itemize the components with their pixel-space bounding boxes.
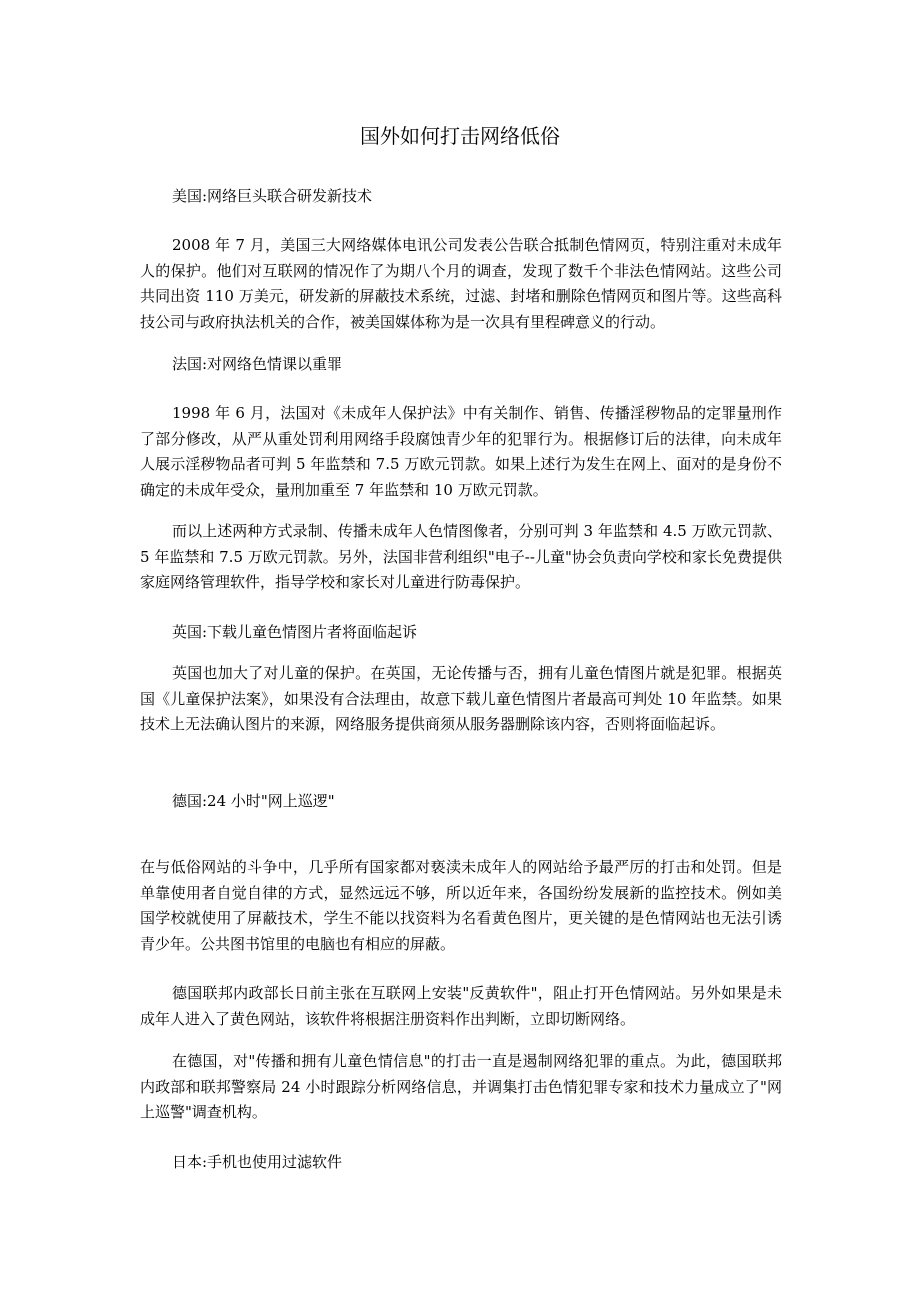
paragraph-germany-1: 在与低俗网站的斗争中，几乎所有国家都对亵渎未成年人的网站给予最严厉的打击和处罚。但是单靠使用者自觉自律的方式，显然远远不够，所以近年来，各国纷纷发展新的监控技术。例如美国学校就使用了屏蔽技术，学生不能以找资料为名看黄色图片，更关键的是色情网站也无法引诱青少年。公共图书馆里的电脑也有相应的屏蔽。 [140,858,782,953]
paragraph-usa: 2008 年 7 月，美国三大网络媒体电讯公司发表公告联合抵制色情网页，特别注重对未成年人的保护。他们对互联网的情况作了为期八个月的调查，发现了数千个非法色情网站。这些公司共同出资 110 万美元，研发新的屏蔽技术系统，过滤、封堵和删除色情网页和图片等。这些高科技公司与政府执法机关的合作，被美国媒体称为是一次具有里程碑意义的行动。 [140,236,782,331]
section-heading-germany: 德国:24 小时"网上巡逻" [172,792,335,810]
paragraph-germany-2: 德国联邦内政部长日前主张在互联网上安装"反黄软件"，阻止打开色情网站。另外如果是未成年人进入了黄色网站，该软件将根据注册资料作出判断，立即切断网络。 [140,984,782,1028]
section-heading-uk: 英国:下载儿童色情图片者将面临起诉 [172,623,418,641]
section-heading-france: 法国:对网络色情课以重罪 [172,355,343,373]
section-heading-usa: 美国:网络巨头联合研发新技术 [172,187,373,205]
section-heading-japan: 日本:手机也使用过滤软件 [172,1153,343,1171]
paragraph-france-1: 1998 年 6 月，法国对《未成年人保护法》中有关制作、销售、传播淫秽物品的定罪量刑作了部分修改，从严从重处罚利用网络手段腐蚀青少年的犯罪行为。根据修订后的法律，向未成年人展示淫秽物品者可判 5 年监禁和 7.5 万欧元罚款。如果上述行为发生在网上、面对的是身份不确定的未成年受众，量刑加重至 7 年监禁和 10 万欧元罚款。 [140,404,782,499]
paragraph-france-2: 而以上述两种方式录制、传播未成年人色情图像者，分别可判 3 年监禁和 4.5 万欧元罚款、5 年监禁和 7.5 万欧元罚款。另外，法国非营利组织"电子--儿童"协会负责向学校和家长免费提供家庭网络管理软件，指导学校和家长对儿童进行防毒保护。 [140,522,782,591]
paragraph-germany-3: 在德国，对"传播和拥有儿童色情信息"的打击一直是遏制网络犯罪的重点。为此，德国联邦内政部和联邦警察局 24 小时跟踪分析网络信息，并调集打击色情犯罪专家和技术力量成立了"网上巡警"调查机构。 [140,1052,782,1121]
paragraph-uk: 英国也加大了对儿童的保护。在英国，无论传播与否，拥有儿童色情图片就是犯罪。根据英国《儿童保护法案》，如果没有合法理由，故意下载儿童色情图片者最高可判处 10 年监禁。如果技术上无法确认图片的来源，网络服务提供商须从服务器删除该内容，否则将面临起诉。 [140,664,782,733]
page-title: 国外如何打击网络低俗 [360,124,560,148]
